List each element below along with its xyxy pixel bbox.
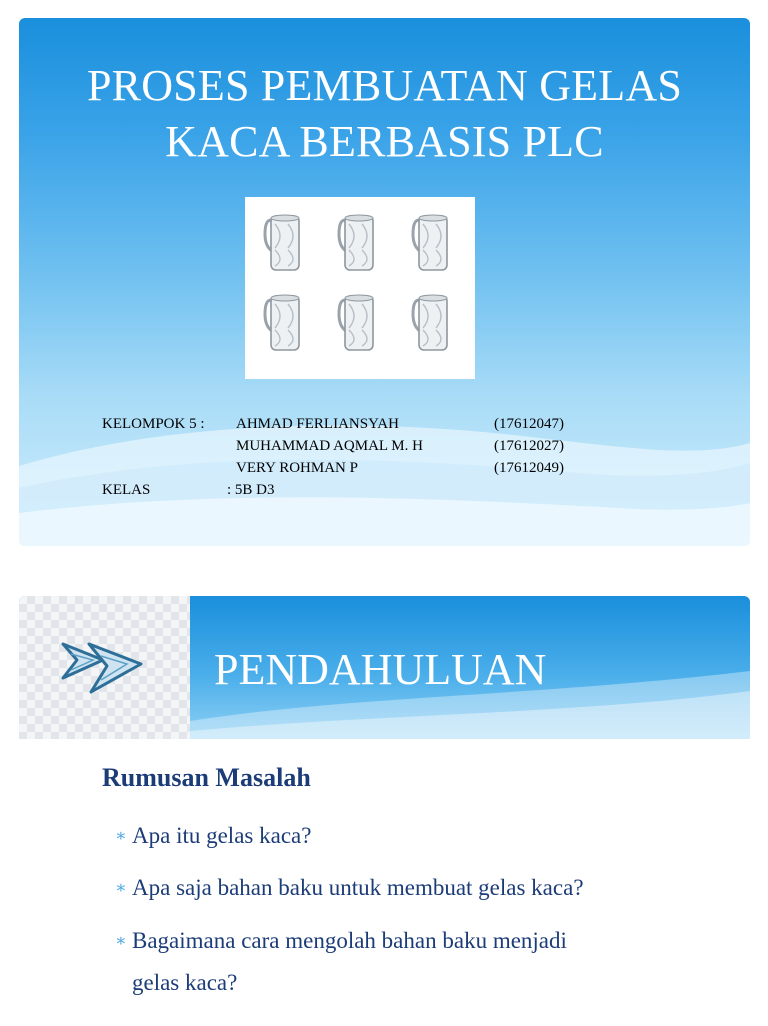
bullet-item-3	[115, 921, 567, 961]
glass-mugs-photo	[245, 197, 475, 379]
double-chevron-icon	[19, 596, 190, 739]
glass-mug-icon	[245, 197, 475, 379]
title-line-1: PROSES PEMBUATAN GELAS	[87, 61, 682, 110]
bullet-text: Apa itu gelas kaca?	[132, 823, 312, 848]
member-id-2: (17612027)	[494, 438, 564, 454]
bullet-text: gelas kaca?	[132, 970, 238, 995]
title-line-2: KACA BERBASIS PLC	[165, 117, 604, 166]
section-title: PENDAHULUAN	[214, 645, 547, 694]
slide-title	[19, 58, 750, 170]
subheading: Rumusan Masalah	[102, 763, 311, 792]
class-value: : 5B D3	[227, 482, 275, 498]
bullet-item-1	[115, 816, 312, 856]
member-name-2: MUHAMMAD AQMAL M. H	[236, 438, 423, 454]
title-slide	[19, 18, 750, 546]
asterisk-bullet-icon: ∗	[115, 826, 127, 845]
member-name-1: AHMAD FERLIANSYAH	[236, 416, 399, 432]
intro-slide	[19, 596, 750, 1026]
member-id-1: (17612047)	[494, 416, 564, 432]
slide-header	[19, 596, 750, 739]
bullet-item-2	[115, 868, 584, 908]
bullet-text: Bagaimana cara mengolah bahan baku menjadi	[132, 928, 567, 953]
asterisk-bullet-icon: ∗	[115, 878, 127, 897]
bullet-text: Apa saja bahan baku untuk membuat gelas kaca?	[132, 875, 584, 900]
group-label: KELOMPOK 5 :	[102, 416, 205, 432]
bullet-item-3-continued	[132, 963, 237, 1003]
class-label: KELAS	[102, 482, 151, 498]
member-name-3: VERY ROHMAN P	[236, 460, 358, 476]
member-id-3: (17612049)	[494, 460, 564, 476]
logo-box	[19, 596, 190, 739]
asterisk-bullet-icon: ∗	[115, 931, 127, 950]
